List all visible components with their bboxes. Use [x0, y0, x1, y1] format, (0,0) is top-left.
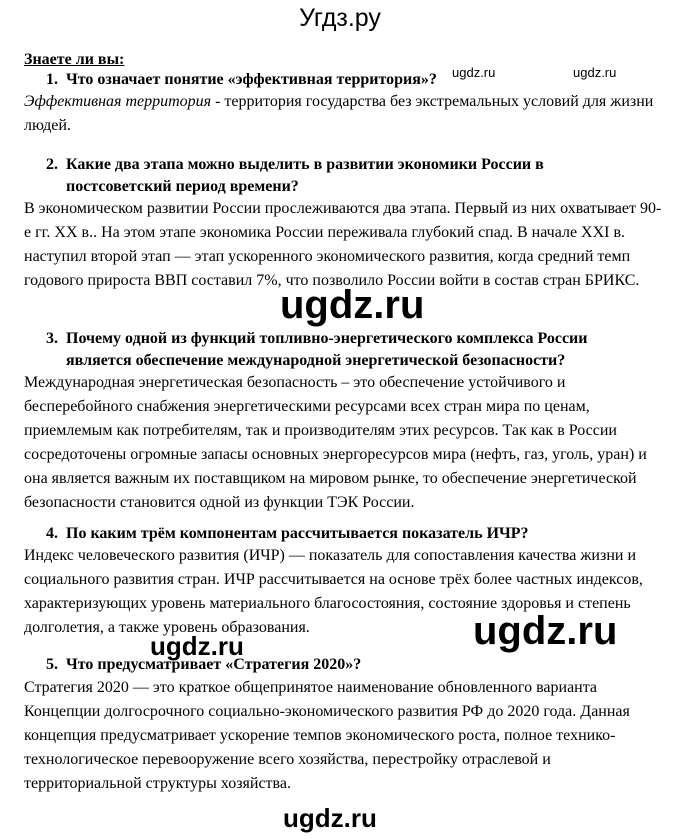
site-title: Угдз.ру: [299, 4, 381, 32]
answer-text: - территория государства без экстремальных условий для жизни людей.: [24, 93, 654, 134]
answer-5: Стратегия 2020 — это краткое общепринятое наименование обновленного варианта Концепции долгосрочного социально-экономического развития РФ до 2020 года. Данная концепция предусматривает ускорение темпов экономического роста, полное технико-технологическое перевооружение всего хозяйства, перестройку отраслевой и территориальной структуры хозяйства.: [24, 679, 630, 792]
answer-3: Международная энергетическая безопасность – это обеспечение устойчивого и бесперебойного снабжения энергетическими ресурсами всех стран мира по ценам, приемлемым как потребителям, так и производителям этих ресурсов. Так как в России сосредоточены огромные запасы основных энергоресурсов мира (нефть, газ, уголь, уран) и она является важным их поставщиком на мировом рынке, то обеспечение энергетической безопасности становится одной из функции ТЭК России.: [24, 374, 647, 511]
watermark: ugdz.ru: [283, 803, 377, 833]
answer-2: В экономическом развитии России прослеживаются два этапа. Первый из них охватывает 90-е гг. XX в.. На этом этапе экономика России переживала глубокий спад. В начале XXI в. наступил второй этап — этап ускоренного экономического развития, когда средний темп годового прироста ВВП составил 7%, что позволило России войти в состав стран БРИКС.: [24, 200, 662, 289]
question-text: Почему одной из функций топливно-энергетического комплекса России является обеспечение международной энергетической безопасности?: [66, 330, 588, 369]
question-number: 1.: [46, 71, 58, 88]
answer-1: [24, 90, 664, 138]
answer-4: Индекс человеческого развития (ИЧР) — показатель для сопоставления качества жизни и социального развития стран. ИЧР рассчитывается на основе трёх более частных индексов, характеризующих уровень материального благосостояния, состояние здоровья и степень долголетия, а также уровень образования.: [24, 547, 643, 636]
question-2: [46, 154, 646, 198]
question-text: По каким трём компонентам рассчитывается показатель ИЧР?: [66, 525, 529, 542]
watermark: ugdz.ru: [573, 65, 617, 80]
answer-term: Эффективная территория: [24, 93, 212, 110]
question-text: Какие два этапа можно выделить в развитии экономики России в постсоветский период времени?: [66, 156, 544, 195]
watermark: ugdz.ru: [452, 65, 496, 80]
question-number: 5.: [46, 656, 58, 673]
question-3: [46, 328, 646, 372]
question-number: 3.: [46, 330, 58, 347]
question-4: [46, 523, 646, 545]
question-1: [46, 69, 646, 91]
watermark: ugdz.ru: [280, 283, 425, 327]
question-text: Что означает понятие «эффективная территория»?: [66, 71, 437, 88]
watermark: ugdz.ru: [473, 609, 618, 653]
watermark: ugdz.ru: [150, 631, 244, 661]
question-text: Что предусматривает «Стратегия 2020»?: [66, 656, 362, 673]
question-5: [46, 654, 646, 676]
question-number: 2.: [46, 156, 58, 173]
question-number: 4.: [46, 525, 58, 542]
section-heading: Знаете ли вы:: [24, 51, 125, 68]
